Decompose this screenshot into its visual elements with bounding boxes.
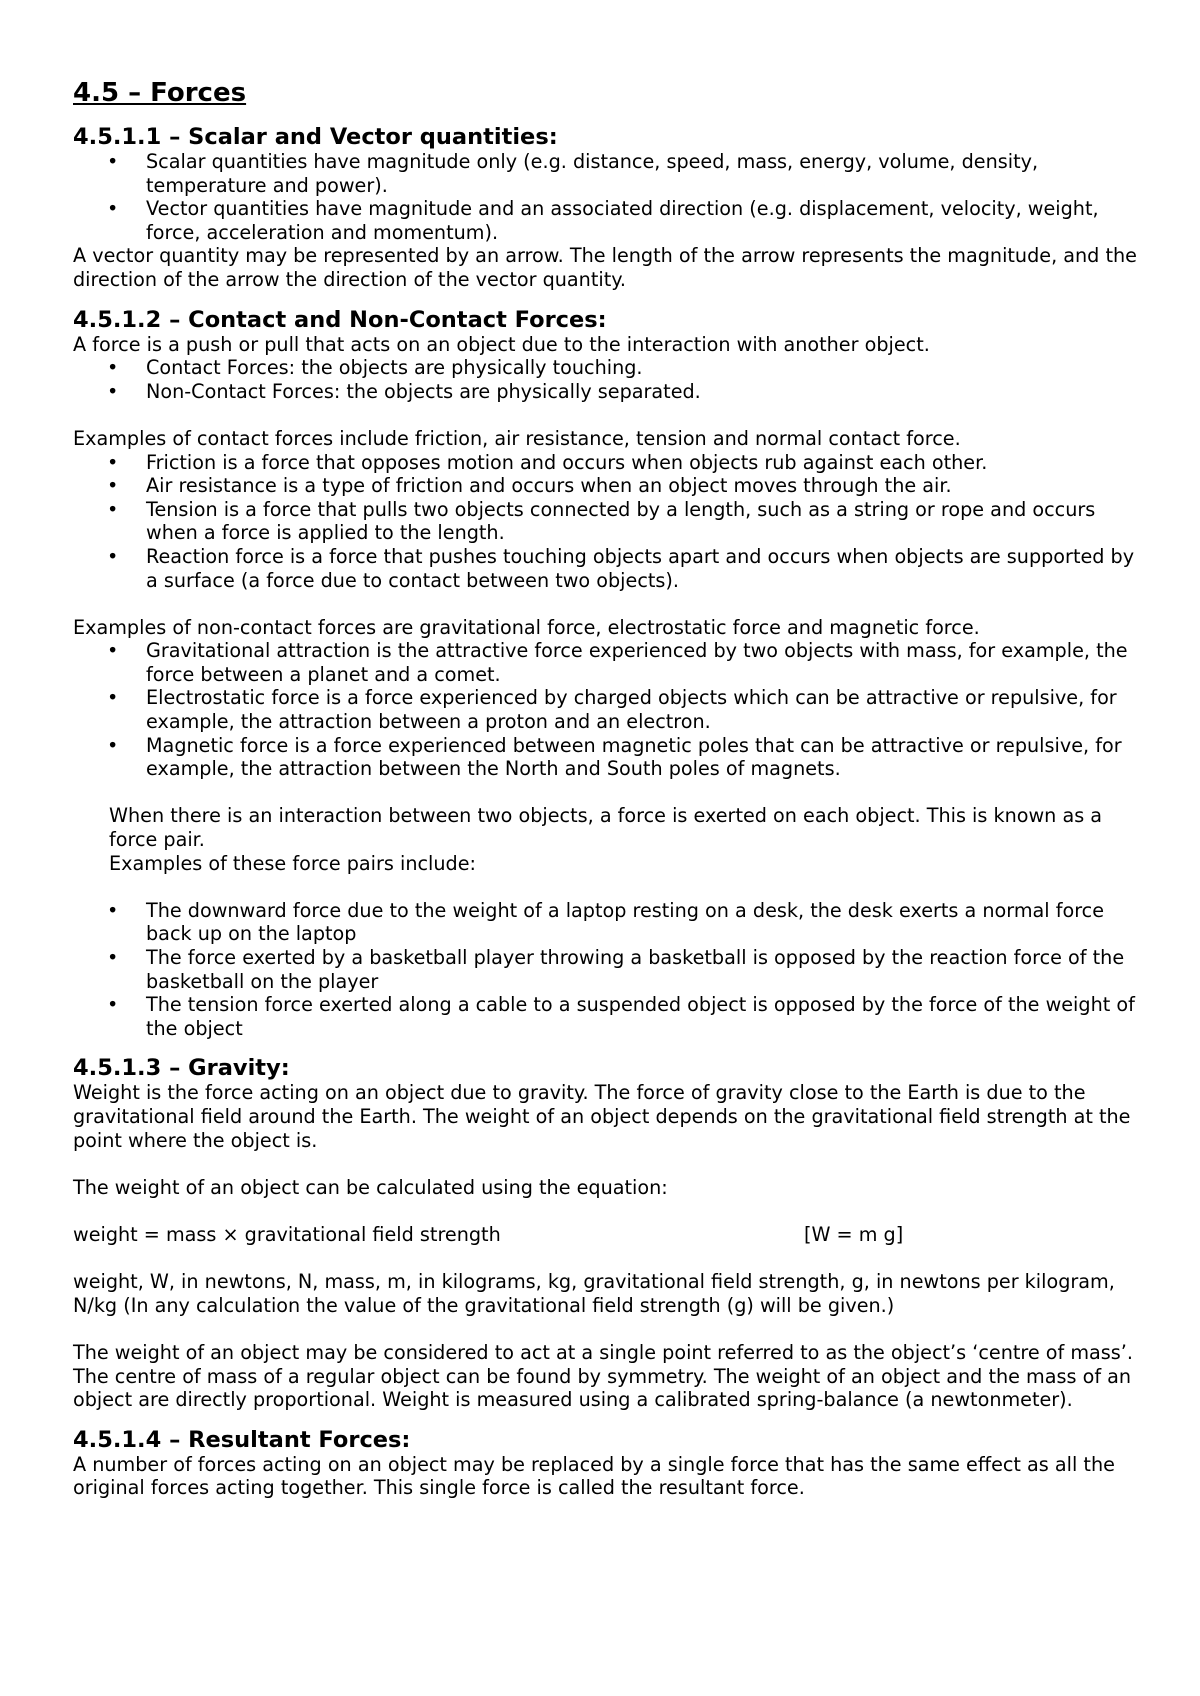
list-item: • Contact Forces: the objects are physically touching. xyxy=(146,356,1140,380)
paragraph: A vector quantity may be represented by an arrow. The length of the arrow represents the magnitude, and the direction of the arrow the direction of the vector quantity. xyxy=(73,244,1137,291)
list-item: • Gravitational attraction is the attractive force experienced by two objects with mass, for example, the force between a planet and a comet. xyxy=(146,639,1140,686)
list-item: • Electrostatic force is a force experienced by charged objects which can be attractive or repulsive, for example, the attraction between a proton and an electron. xyxy=(146,686,1140,733)
list-item: • The force exerted by a basketball player throwing a basketball is opposed by the reaction force of the basketball on the player xyxy=(146,946,1140,993)
paragraph: Examples of non-contact forces are gravitational force, electrostatic force and magnetic force. xyxy=(73,615,980,639)
section-heading-gravity: 4.5.1.3 – Gravity: xyxy=(73,1055,290,1082)
section-heading-contact-forces: 4.5.1.2 – Contact and Non-Contact Forces: xyxy=(73,306,607,333)
paragraph: Examples of these force pairs include: xyxy=(109,851,476,875)
equation-row xyxy=(73,1223,1140,1247)
bullet-list xyxy=(73,899,1140,1041)
paragraph: weight, W, in newtons, N, mass, m, in kilograms, kg, gravitational field strength, g, in newtons per kilogram, N/kg (In any calculation the value of the gravitational field strength (g) will be given.) xyxy=(73,1270,1115,1317)
paragraph: A number of forces acting on an object may be replaced by a single force that has the same effect as all the original forces acting together. This single force is called the resultant force. xyxy=(73,1452,1115,1500)
bullet-list xyxy=(73,451,1140,593)
section-heading-resultant-forces: 4.5.1.4 – Resultant Forces: xyxy=(73,1426,411,1453)
section-heading-scalar-vector: 4.5.1.1 – Scalar and Vector quantities: xyxy=(73,124,558,150)
list-item: • Non-Contact Forces: the objects are physically separated. xyxy=(146,380,1140,404)
list-item: • The tension force exerted along a cable to a suspended object is opposed by the force of the weight of the object xyxy=(146,993,1140,1040)
bullet-list xyxy=(73,639,1140,781)
paragraph: Weight is the force acting on an object due to gravity. The force of gravity close to the Earth is due to the gravitational field around the Earth. The weight of an object depends on the gravitational field strength at the point where the object is. xyxy=(73,1081,1131,1152)
list-item: • Tension is a force that pulls two objects connected by a length, such as a string or rope and occurs when a force is applied to the length. xyxy=(146,498,1140,545)
list-item: • The downward force due to the weight of a laptop resting on a desk, the desk exerts a normal force back up on the laptop xyxy=(146,899,1140,946)
paragraph: When there is an interaction between two objects, a force is exerted on each object. This is known as a force pair. xyxy=(109,804,1103,852)
list-item: • Reaction force is a force that pushes touching objects apart and occurs when objects are supported by a surface (a force due to contact between two objects). xyxy=(146,545,1140,592)
equation-symbols: [W = m g] xyxy=(804,1222,904,1246)
bullet-list xyxy=(73,150,1140,244)
paragraph: Examples of contact forces include friction, air resistance, tension and normal contact force. xyxy=(73,426,961,450)
list-item: • Friction is a force that opposes motion and occurs when objects rub against each other. xyxy=(146,451,1140,475)
paragraph: A force is a push or pull that acts on an object due to the interaction with another object. xyxy=(73,332,930,356)
page-title: 4.5 – Forces xyxy=(73,78,247,108)
paragraph: The weight of an object can be calculated using the equation: xyxy=(73,1175,668,1199)
equation-words: weight = mass × gravitational field strength xyxy=(73,1222,501,1246)
list-item: • Air resistance is a type of friction and occurs when an object moves through the air. xyxy=(146,474,1140,498)
list-item: • Magnetic force is a force experienced between magnetic poles that can be attractive or repulsive, for example, the attraction between the North and South poles of magnets. xyxy=(146,734,1140,781)
list-item: • Scalar quantities have magnitude only (e.g. distance, speed, mass, energy, volume, density, temperature and power). xyxy=(146,150,1140,197)
paragraph: The weight of an object may be considered to act at a single point referred to as the object’s ‘centre of mass’. The centre of mass of a regular object can be found by symmetry. The weight of an object and the mass of an object are directly proportional. Weight is measured using a calibrated spring-balance (a newtonmeter). xyxy=(73,1340,1133,1412)
bullet-list xyxy=(73,356,1140,403)
list-item: • Vector quantities have magnitude and an associated direction (e.g. displacement, velocity, weight, force, acceleration and momentum). xyxy=(146,197,1140,244)
